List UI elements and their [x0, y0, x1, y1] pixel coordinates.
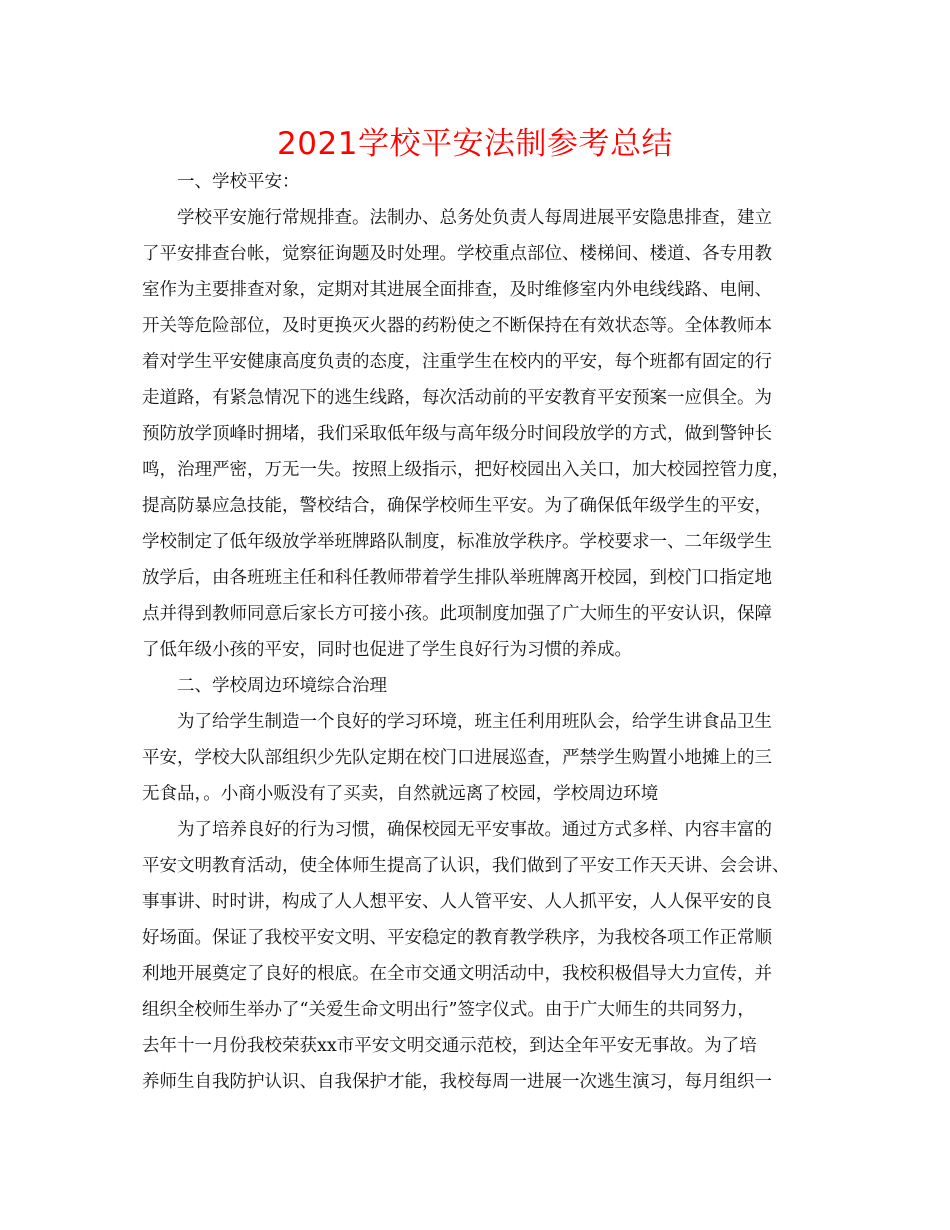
- text-line: 无食品，。小商小贩没有了买卖，自然就远离了校园，学校周边环境: [142, 784, 659, 804]
- text-line: 平安，学校大队部组织少先队定期在校门口进展巡查，严禁学生购置小地摊上的三: [142, 748, 772, 768]
- text-line: 为了给学生制造一个良好的学习环境，班主任利用班队会，给学生讲食品卫生: [177, 712, 772, 732]
- text-line: 预防放学顶峰时拥堵，我们采取低年级与高年级分时间段放学的方式，做到警钟长: [142, 424, 772, 444]
- text-line: 学校制定了低年级放学举班牌路队制度，标准放学秩序。学校要求一、二年级学生: [142, 532, 772, 552]
- text-line: 利地开展奠定了良好的根底。在全市交通文明活动中，我校积极倡导大力宣传，并: [142, 964, 772, 984]
- text-line: 放学后，由各班班主任和科任教师带着学生排队举班牌离开校园，到校门口指定地: [142, 568, 772, 588]
- text-line: 养师生自我防护认识、自我保护才能，我校每周一进展一次逃生演习，每月组织一: [142, 1072, 772, 1092]
- text-line: 一、学校平安：: [177, 172, 300, 192]
- text-line: 着对学生平安健康高度负责的态度，注重学生在校内的平安，每个班都有固定的行: [142, 352, 772, 372]
- text-line: 组织全校师生举办了“关爱生命文明出行”签字仪式。由于广大师生的共同努力，: [142, 1000, 755, 1020]
- text-line: 学校平安施行常规排查。法制办、总务处负责人每周进展平安隐患排查，建立: [177, 208, 772, 228]
- text-line: 为了培养良好的行为习惯，确保校园无平安事故。通过方式多样、内容丰富的: [177, 820, 772, 840]
- text-line: 平安文明教育活动，使全体师生提高了认识，我们做到了平安工作天天讲、会会讲、: [142, 856, 790, 876]
- text-line: 去年十一月份我校荣获xx市平安文明交通示范校，到达全年平安无事故。为了培: [142, 1036, 757, 1056]
- text-line: 事事讲、时时讲，构成了人人想平安、人人管平安、人人抓平安，人人保平安的良: [142, 892, 772, 912]
- text-line: 好场面。保证了我校平安文明、平安稳定的教育教学秩序，为我校各项工作正常顺: [142, 928, 772, 948]
- text-line: 二、学校周边环境综合治理: [177, 676, 387, 696]
- document-title: 2021学校平安法制参考总结: [277, 126, 673, 162]
- text-line: 提高防暴应急技能，警校结合，确保学校师生平安。为了确保低年级学生的平安，: [142, 496, 772, 516]
- text-line: 了平安排查台帐，觉察征询题及时处理。学校重点部位、楼梯间、楼道、各专用教: [142, 244, 772, 264]
- text-line: 鸣，治理严密，万无一失。按照上级指示，把好校园出入关口，加大校园控管力度，: [142, 460, 790, 480]
- text-line: 室作为主要排查对象，定期对其进展全面排查，及时维修室内外电线线路、电闸、: [142, 280, 772, 300]
- text-line: 了低年级小孩的平安，同时也促进了学生良好行为习惯的养成。: [142, 640, 632, 660]
- text-line: 开关等危险部位，及时更换灭火器的药粉使之不断保持在有效状态等。全体教师本: [142, 316, 772, 336]
- text-line: 点并得到教师同意后家长方可接小孩。此项制度加强了广大师生的平安认识，保障: [142, 604, 772, 624]
- document-body: [142, 164, 818, 1100]
- text-line: 走道路，有紧急情况下的逃生线路，每次活动前的平安教育平安预案一应俱全。为: [142, 388, 772, 408]
